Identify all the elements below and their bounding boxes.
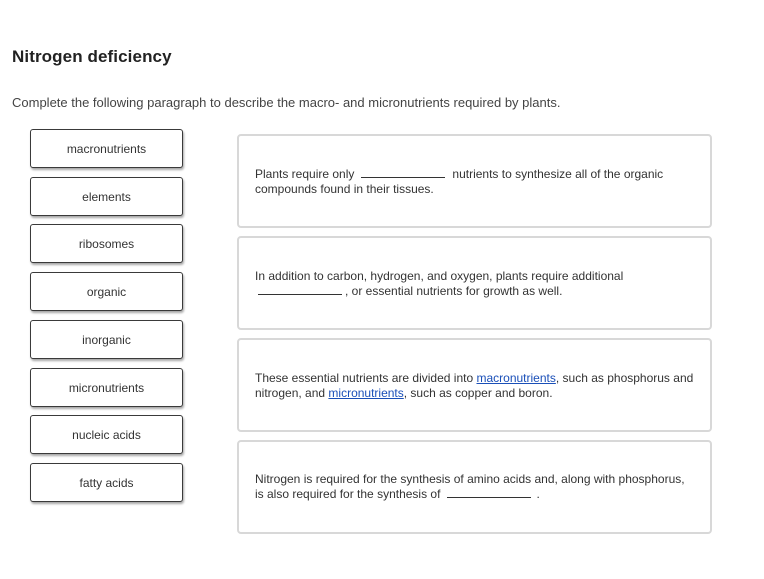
answer-tile-fatty-acids[interactable]: fatty acids: [30, 463, 183, 502]
answer-tile-nucleic-acids[interactable]: nucleic acids: [30, 415, 183, 454]
sentence-box-2: [237, 236, 712, 330]
sentence-3-part1: These essential nutrients are divided into: [255, 371, 474, 385]
sentence-4-text: [255, 472, 696, 502]
answer-tile-inorganic[interactable]: inorganic: [30, 320, 183, 359]
answer-tile-micronutrients[interactable]: micronutrients: [30, 368, 183, 407]
answer-tile-organic[interactable]: organic: [30, 272, 183, 311]
sentence-box-1: [237, 134, 712, 228]
answer-tile-elements[interactable]: elements: [30, 177, 183, 216]
sentence-1-after: nutrients to synthesize all of the organic compounds found in their tissues.: [255, 167, 664, 196]
blank-drop-target-1[interactable]: [361, 167, 445, 178]
macronutrients-link[interactable]: macronutrients: [476, 371, 556, 385]
blank-drop-target-4[interactable]: [447, 487, 531, 498]
sentence-box-4: [237, 440, 712, 534]
sentence-4-after: .: [536, 487, 540, 501]
sentence-3-text: [255, 371, 696, 401]
sentence-1-before: Plants require only: [255, 167, 355, 181]
micronutrients-link[interactable]: micronutrients: [328, 386, 404, 400]
answer-tile-macronutrients[interactable]: macronutrients: [30, 129, 183, 168]
answer-tile-ribosomes[interactable]: ribosomes: [30, 224, 183, 263]
blank-drop-target-2[interactable]: [258, 284, 342, 295]
sentence-3-part2: , such as phosphorus and nitrogen, and: [255, 371, 694, 400]
sentence-box-3: [237, 338, 712, 432]
sentence-2-text: [255, 269, 696, 299]
sentence-4-before: Nitrogen is required for the synthesis of amino acids and, along with phosphorus, is also required for the synthesis of: [255, 472, 685, 501]
sentence-3-part3: , such as copper and boron.: [403, 386, 553, 400]
sentence-1-text: [255, 167, 696, 197]
instructions-text: Complete the following paragraph to describe the macro- and micronutrients required by plants.: [12, 95, 561, 110]
page-title: Nitrogen deficiency: [12, 47, 172, 66]
sentence-2-after: , or essential nutrients for growth as well.: [345, 284, 563, 298]
sentence-2-before: In addition to carbon, hydrogen, and oxygen, plants require additional: [255, 269, 624, 283]
